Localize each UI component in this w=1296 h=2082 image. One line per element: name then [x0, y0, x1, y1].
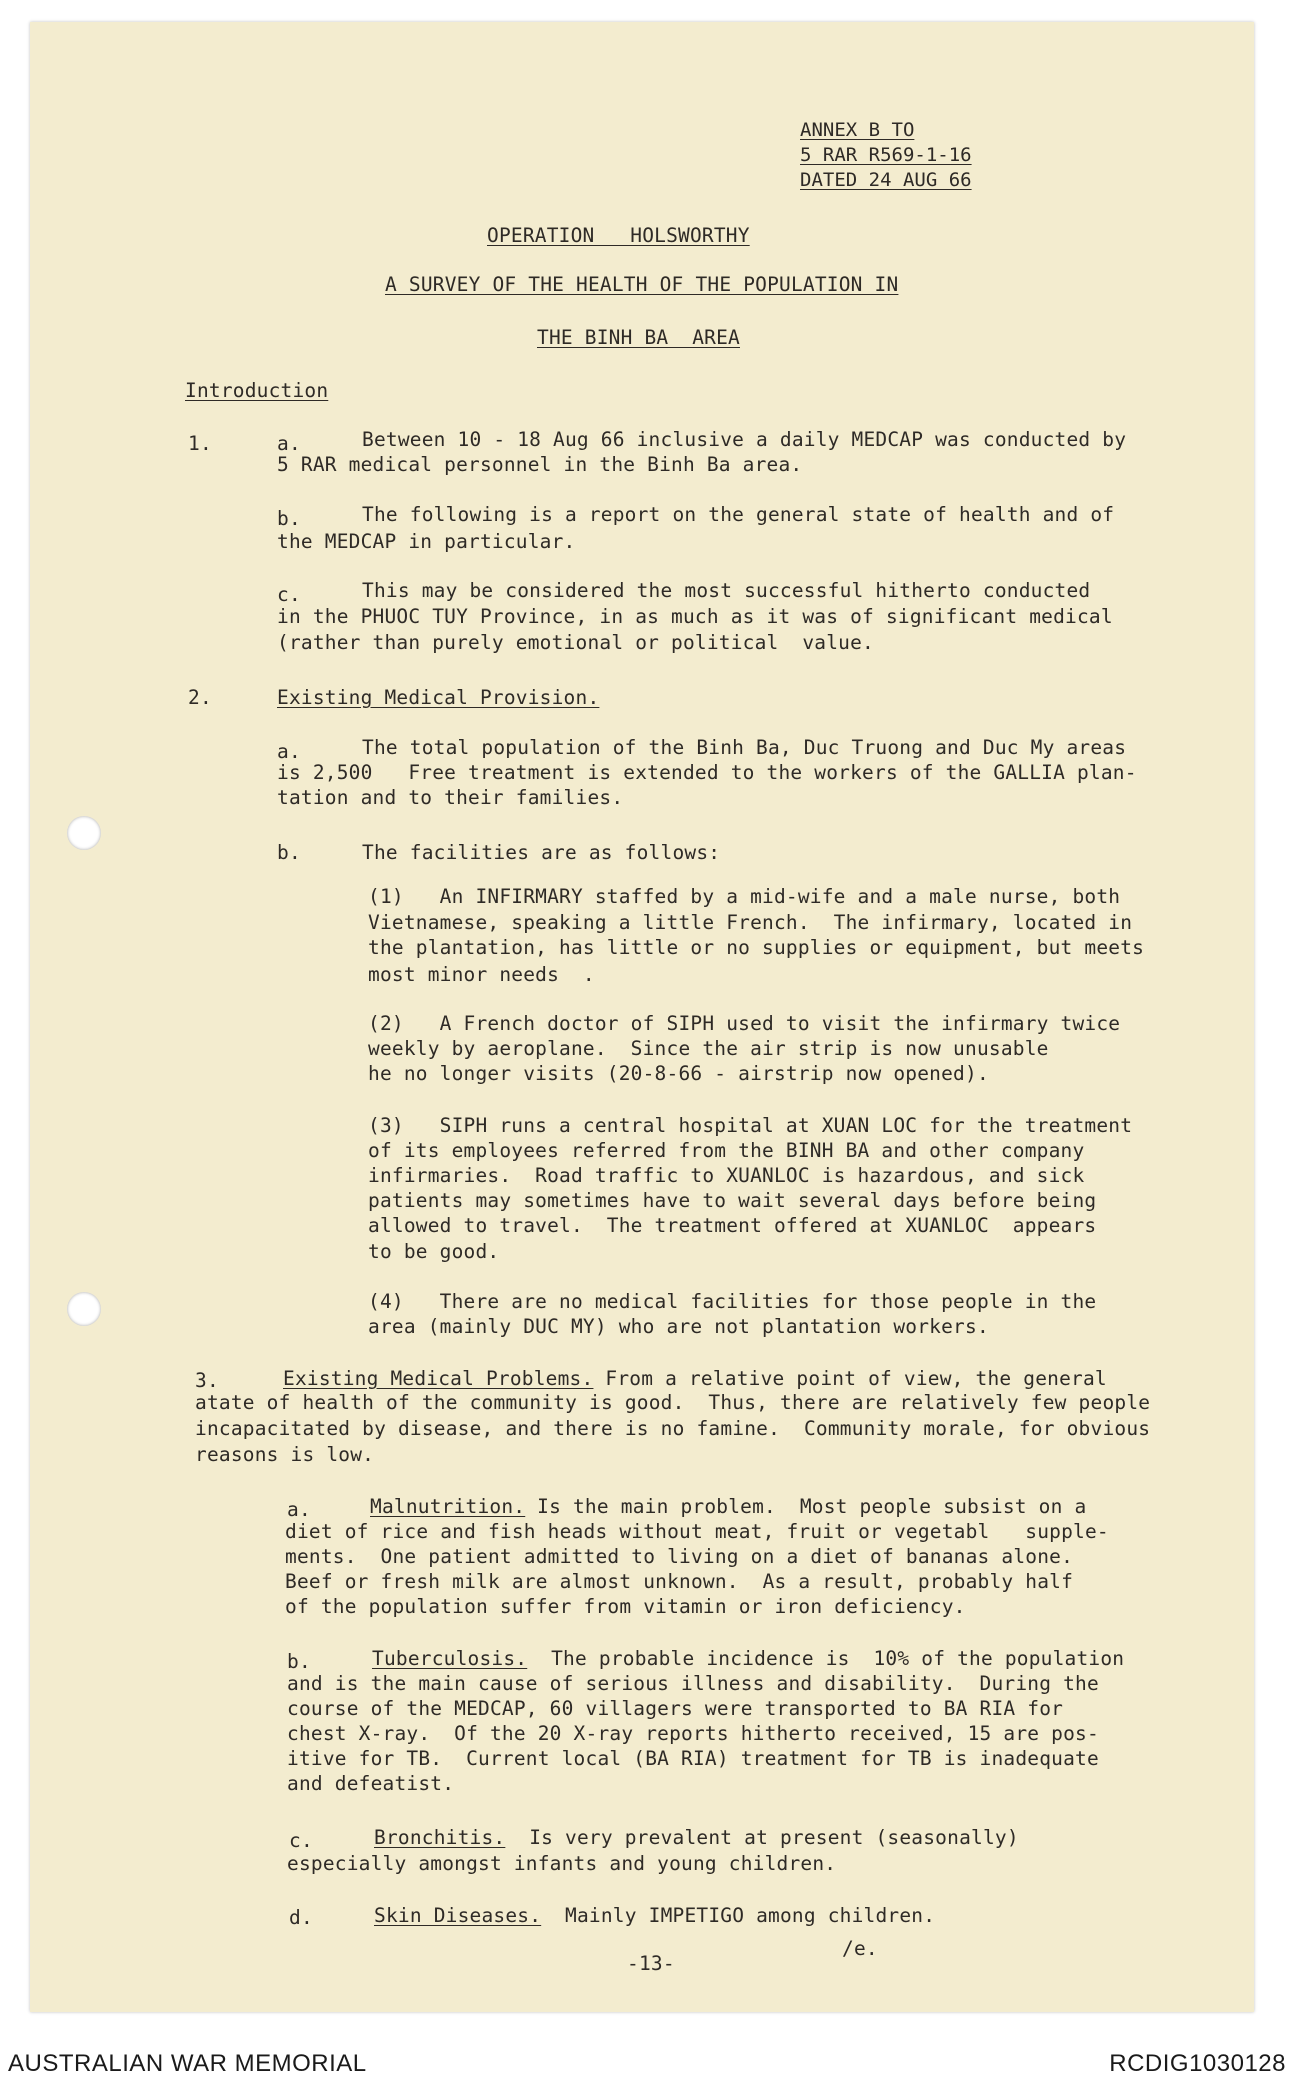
paragraph-2a-line-2: is 2,500 Free treatment is extended to the workers of the GALLIA plan-	[277, 761, 1137, 784]
paragraph-2a-line-1: The total population of the Binh Ba, Duc Truong and Duc My areas	[362, 736, 1127, 759]
paragraph-3a-line-4: Beef or fresh milk are almost unknown. As a result, probably half	[285, 1570, 1074, 1593]
paragraph-3c-line-1	[374, 1825, 1019, 1850]
facility-3-line-6: to be good.	[368, 1240, 500, 1263]
annex-line-2: 5 RAR R569-1-16	[800, 144, 972, 166]
facility-2-line-1: (2) A French doctor of SIPH used to visit the infirmary twice	[368, 1012, 1121, 1035]
paragraph-1a-line-1: Between 10 - 18 Aug 66 inclusive a daily MEDCAP was conducted by	[362, 428, 1127, 451]
paragraph-1a-line-2: 5 RAR medical personnel in the Binh Ba area.	[277, 453, 803, 476]
paragraph-2a-label: a.	[277, 740, 301, 763]
paragraph-3-number: 3.	[195, 1369, 219, 1392]
paragraph-3c-line-2: especially amongst infants and young children.	[287, 1852, 837, 1875]
skin-diseases-heading: Skin Diseases.	[374, 1904, 542, 1927]
punch-hole-upper	[67, 816, 101, 850]
paragraph-3b-line-2: and is the main cause of serious illness and disability. During the	[287, 1672, 1099, 1695]
facility-3-line-3: infirmaries. Road traffic to XUANLOC is hazardous, and sick	[368, 1164, 1085, 1187]
facility-2-line-3: he no longer visits (20-8-66 - airstrip now opened).	[368, 1062, 989, 1085]
continuation-marker: /e.	[842, 1937, 878, 1960]
facility-1-line-4: most minor needs .	[368, 963, 595, 986]
facility-3-line-1: (3) SIPH runs a central hospital at XUAN LOC for the treatment	[368, 1114, 1133, 1137]
paragraph-3a-line-1-text: Is the main problem. Most people subsist on a	[525, 1495, 1087, 1518]
paragraph-1b-line-1: The following is a report on the general state of health and of	[362, 503, 1115, 526]
punch-hole-lower	[67, 1292, 101, 1326]
paragraph-3b-line-1-text: The probable incidence is 10% of the population	[527, 1647, 1125, 1670]
paragraph-3d-label: d.	[289, 1906, 313, 1929]
paragraph-2b-label: b.	[277, 841, 301, 864]
paragraph-3c-label: c.	[289, 1829, 313, 1852]
facility-3-line-4: patients may sometimes have to wait several days before being	[368, 1189, 1097, 1212]
paragraph-3-line-3: incapacitated by disease, and there is no famine. Community morale, for obvious	[195, 1417, 1151, 1440]
paragraph-3a-line-3: ments. One patient admitted to living on a diet of bananas alone.	[285, 1545, 1074, 1568]
paragraph-3a-line-2: diet of rice and fish heads without meat, fruit or vegetabl supple-	[285, 1520, 1109, 1543]
operation-title: OPERATION HOLSWORTHY	[487, 224, 750, 247]
paragraph-3b-line-6: and defeatist.	[287, 1772, 455, 1795]
paragraph-3b-line-1	[372, 1646, 1124, 1671]
paragraph-3b-line-4: chest X-ray. Of the 20 X-ray reports hitherto received, 15 are pos-	[287, 1722, 1099, 1745]
paragraph-1b-label: b.	[277, 507, 301, 530]
footer-archive-name: AUSTRALIAN WAR MEMORIAL	[8, 2050, 367, 2077]
paragraph-3a-label: a.	[287, 1498, 311, 1521]
paragraph-3d-line-1-text: Mainly IMPETIGO among children.	[541, 1904, 936, 1927]
annex-reference	[800, 118, 972, 193]
existing-medical-provision-heading: Existing Medical Provision.	[277, 686, 600, 709]
tuberculosis-heading: Tuberculosis.	[372, 1647, 528, 1670]
footer-record-id: RCDIG1030128	[1109, 2050, 1286, 2077]
facility-4-line-1: (4) There are no medical facilities for those people in the	[368, 1290, 1097, 1313]
facility-2-line-2: weekly by aeroplane. Since the air strip is now unusable	[368, 1037, 1049, 1060]
paragraph-3-line-2: atate of health of the community is good. Thus, there are relatively few people	[195, 1391, 1151, 1414]
paragraph-1-number: 1.	[188, 432, 212, 455]
facility-1-line-1: (1) An INFIRMARY staffed by a mid-wife and a male nurse, both	[368, 885, 1121, 908]
malnutrition-heading: Malnutrition.	[370, 1495, 526, 1518]
annex-line-1: ANNEX B TO	[800, 119, 915, 141]
paragraph-3-line-1-text: From a relative point of view, the general	[593, 1367, 1107, 1390]
paragraph-3a-line-1	[370, 1494, 1086, 1519]
bronchitis-heading: Bronchitis.	[374, 1826, 506, 1849]
paragraph-1c-line-2: in the PHUOC TUY Province, in as much as it was of significant medical	[277, 605, 1113, 628]
facility-3-line-5: allowed to travel. The treatment offered at XUANLOC appears	[368, 1214, 1097, 1237]
introduction-heading: Introduction	[185, 379, 329, 402]
paragraph-3c-line-1-text: Is very prevalent at present (seasonally)	[505, 1826, 1019, 1849]
paragraph-2-number: 2.	[188, 686, 212, 709]
facility-1-line-2: Vietnamese, speaking a little French. The infirmary, located in	[368, 911, 1133, 934]
facility-1-line-3: the plantation, has little or no supplies or equipment, but meets	[368, 936, 1145, 959]
survey-title: A SURVEY OF THE HEALTH OF THE POPULATION IN	[385, 273, 899, 296]
facility-3-line-2: of its employees referred from the BINH BA and other company	[368, 1139, 1085, 1162]
existing-medical-problems-heading: Existing Medical Problems.	[283, 1367, 594, 1390]
survey-title-line-2: THE BINH BA AREA	[537, 326, 740, 349]
paragraph-3b-line-3: course of the MEDCAP, 60 villagers were transported to BA RIA for	[287, 1697, 1064, 1720]
paragraph-3b-label: b.	[287, 1650, 311, 1673]
paragraph-3b-line-5: itive for TB. Current local (BA RIA) treatment for TB is inadequate	[287, 1747, 1099, 1770]
paragraph-1a-label: a.	[277, 432, 301, 455]
paragraph-3-line-4: reasons is low.	[195, 1443, 375, 1466]
paragraph-1c-line-1: This may be considered the most successful hitherto conducted	[362, 579, 1091, 602]
paragraph-3-line-1	[283, 1366, 1107, 1391]
facility-4-line-2: area (mainly DUC MY) who are not plantation workers.	[368, 1315, 989, 1338]
paragraph-3d-line-1	[374, 1903, 935, 1928]
annex-line-3: DATED 24 AUG 66	[800, 169, 972, 191]
paragraph-1c-label: c.	[277, 583, 301, 606]
paragraph-2a-line-3: tation and to their families.	[277, 786, 624, 809]
paragraph-2b-line-1: The facilities are as follows:	[362, 841, 721, 864]
paragraph-3a-line-5: of the population suffer from vitamin or iron deficiency.	[285, 1595, 966, 1618]
page-number: -13-	[627, 1952, 675, 1975]
paragraph-1b-line-2: the MEDCAP in particular.	[277, 530, 576, 553]
paragraph-1c-line-3: (rather than purely emotional or political value.	[277, 631, 874, 654]
